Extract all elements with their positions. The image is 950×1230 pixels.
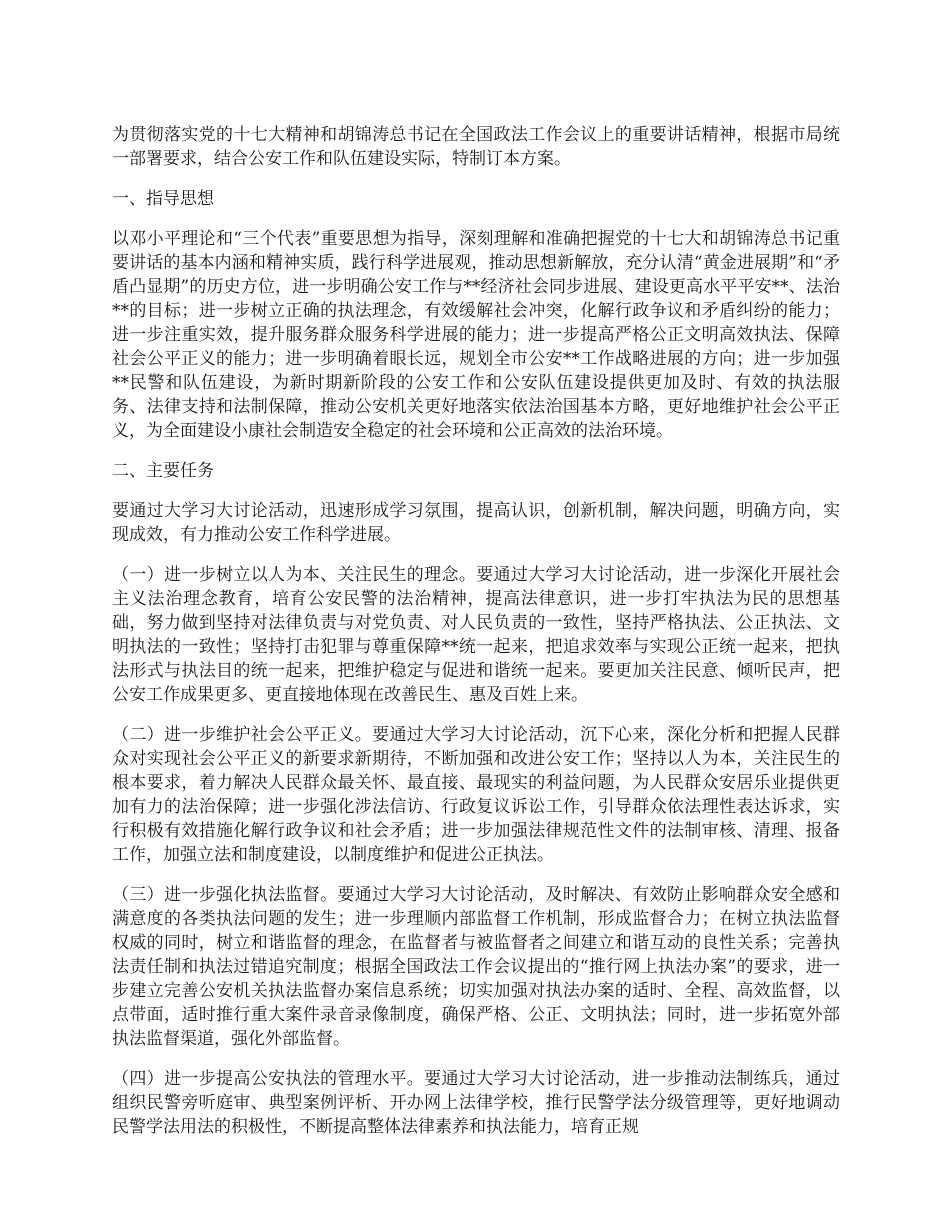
task-item-3: （三）进一步强化执法监督。要通过大学习大讨论活动，及时解决、有效防止影响群众安全感和满意度的各类执法问题的发生；进一步理顺内部监督工作机制，形成监督合力；在树立执法监督权威的同时，树立和谐监督的理念，在监督者与被监督者之间建立和谐互动的良性关系；完善执法责任制和执法过错追究制度；根据全国政法工作会议提出的“推行网上执法办案”的要求，进一步建立完善公安机关执法监督办案信息系统；切实加强对执法办案的适时、全程、高效监督，以点带面，适时推行重大案件录音录像制度，确保严格、公正、文明执法；同时，进一步拓宽外部执法监督渠道，强化外部监督。 <box>112 885 840 1049</box>
task-item-4: （四）进一步提高公安执法的管理水平。要通过大学习大讨论活动，进一步推动法制练兵，通过组织民警旁听庭审、典型案例评析、开办网上法律学校，推行民警学法分级管理等，更好地调动民警学法用法的积极性，不断提高整体法律素养和执法能力，培育正规 <box>112 1069 840 1137</box>
document-page <box>112 123 840 1155</box>
section-heading-guiding-ideology: 一、指导思想 <box>112 189 214 209</box>
intro-paragraph: 为贯彻落实党的十七大精神和胡锦涛总书记在全国政法工作会议上的重要讲话精神，根据市局统一部署要求，结合公安工作和队伍建设实际，特制订本方案。 <box>112 125 840 169</box>
main-tasks-intro-paragraph: 要通过大学习大讨论活动，迅速形成学习氛围，提高认识，创新机制，解决问题，明确方向，实现成效，有力推动公安工作科学进展。 <box>112 501 840 545</box>
guiding-ideology-paragraph: 以邓小平理论和“三个代表”重要思想为指导，深刻理解和准确把握党的十七大和胡锦涛总书记重要讲话的基本内涵和精神实质，践行科学进展观，推动思想新解放，充分认清“黄金进展期”和“矛盾凸显期”的历史方位，进一步明确公安工作与**经济社会同步进展、建设更高水平平安**、法治**的目标；进一步树立正确的执法理念，有效缓解社会冲突，化解行政争议和矛盾纠纷的能力；进一步注重实效，提升服务群众服务科学进展的能力；进一步提高严格公正文明高效执法、保障社会公平正义的能力；进一步明确着眼长远，规划全市公安**工作战略进展的方向；进一步加强**民警和队伍建设，为新时期新阶段的公安工作和公安队伍建设提供更加及时、有效的执法服务、法律支持和法制保障，推动公安机关更好地落实依法治国基本方略，更好地维护社会公平正义，为全面建设小康社会制造安全稳定的社会环境和公正高效的法治环境。 <box>112 229 840 441</box>
task-item-1: （一）进一步树立以人为本、关注民生的理念。要通过大学习大讨论活动，进一步深化开展社会主义法治理念教育，培育公安民警的法治精神，提高法律意识，进一步打牢执法为民的思想基础，努力做到坚持对法律负责与对党负责、对人民负责的一致性，坚持严格执法、公正执法、文明执法的一致性；坚持打击犯罪与尊重保障**统一起来，把追求效率与实现公正统一起来，把执法形式与执法目的统一起来，把维护稳定与促进和谐统一起来。要更加关注民意、倾听民声，把公安工作成果更多、更直接地体现在改善民生、惠及百姓上来。 <box>112 565 840 705</box>
section-heading-main-tasks: 二、主要任务 <box>112 461 214 481</box>
task-item-2: （二）进一步维护社会公平正义。要通过大学习大讨论活动，沉下心来，深化分析和把握人民群众对实现社会公平正义的新要求新期待，不断加强和改进公安工作；坚持以人为本，关注民生的根本要求，着力解决人民群众最关怀、最直接、最现实的利益问题，为人民群众安居乐业提供更加有力的法治保障；进一步强化涉法信访、行政复议诉讼工作，引导群众依法理性表达诉求，实行积极有效措施化解行政争议和社会矛盾；进一步加强法律规范性文件的法制审核、清理、报备工作，加强立法和制度建设，以制度维护和促进公正执法。 <box>112 725 840 865</box>
